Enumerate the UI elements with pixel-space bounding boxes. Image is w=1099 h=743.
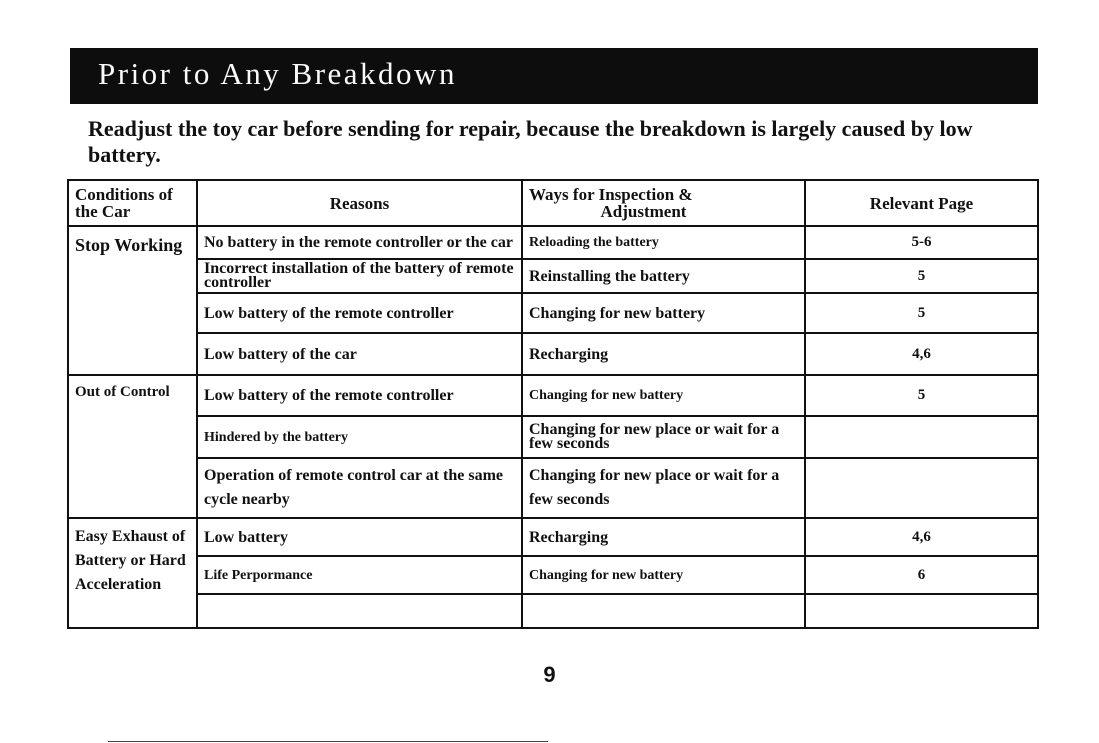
table-row — [68, 226, 1038, 259]
header-conditions: Conditions of the Car — [68, 180, 197, 226]
reason-cell: Low battery of the car — [197, 333, 522, 375]
table-header-row — [68, 180, 1038, 226]
page-cell: 4,6 — [805, 518, 1038, 556]
header-ways-line1: Ways for Inspection & — [529, 185, 693, 204]
footer-divider — [108, 741, 548, 742]
page-cell: 4,6 — [805, 333, 1038, 375]
table-row — [68, 293, 1038, 333]
way-cell — [522, 594, 805, 628]
way-cell: Reloading the battery — [522, 226, 805, 259]
header-reasons: Reasons — [197, 180, 522, 226]
page-cell — [805, 416, 1038, 458]
troubleshooting-table — [67, 179, 1039, 629]
header-ways — [522, 180, 805, 226]
reason-cell: Low battery — [197, 518, 522, 556]
reason-cell — [197, 594, 522, 628]
reason-cell: Low battery of the remote controller — [197, 375, 522, 416]
page-cell: 5-6 — [805, 226, 1038, 259]
reason-cell: Low battery of the remote controller — [197, 293, 522, 333]
reason-cell: Operation of remote control car at the same cycle nearby — [197, 458, 522, 518]
condition-out-of-control: Out of Control — [68, 375, 197, 518]
table-row — [68, 594, 1038, 628]
way-cell: Changing for new place or wait for a few seconds — [522, 458, 805, 518]
page-cell: 6 — [805, 556, 1038, 594]
table-row — [68, 416, 1038, 458]
intro-paragraph: Readjust the toy car before sending for repair, because the breakdown is largely caused by low battery. — [88, 116, 973, 167]
way-cell: Reinstalling the battery — [522, 259, 805, 293]
table-row — [68, 458, 1038, 518]
reason-cell: Hindered by the battery — [197, 416, 522, 458]
table-row — [68, 375, 1038, 416]
reason-cell: No battery in the remote controller or the car — [197, 226, 522, 259]
page-cell: 5 — [805, 259, 1038, 293]
way-cell: Recharging — [522, 518, 805, 556]
page-cell: 5 — [805, 375, 1038, 416]
section-banner — [70, 48, 1038, 104]
section-title: Prior to Any Breakdown — [98, 56, 457, 91]
way-cell: Changing for new battery — [522, 556, 805, 594]
page-cell — [805, 458, 1038, 518]
condition-stop-working: Stop Working — [68, 226, 197, 375]
table-row — [68, 518, 1038, 556]
way-cell: Changing for new battery — [522, 375, 805, 416]
table-row — [68, 333, 1038, 375]
reason-cell: Incorrect installation of the battery of remote controller — [197, 259, 522, 293]
page-cell — [805, 594, 1038, 628]
table-row — [68, 556, 1038, 594]
way-cell: Recharging — [522, 333, 805, 375]
table-row — [68, 259, 1038, 293]
page-number: 9 — [543, 662, 556, 687]
way-cell: Changing for new battery — [522, 293, 805, 333]
page-cell: 5 — [805, 293, 1038, 333]
way-cell: Changing for new place or wait for a few seconds — [522, 416, 805, 458]
reason-cell: Life Perpormance — [197, 556, 522, 594]
header-relevant-page: Relevant Page — [805, 180, 1038, 226]
condition-easy-exhaust: Easy Exhaust of Battery or Hard Acceleration — [68, 518, 197, 628]
header-ways-line2: Adjustment — [600, 202, 687, 221]
